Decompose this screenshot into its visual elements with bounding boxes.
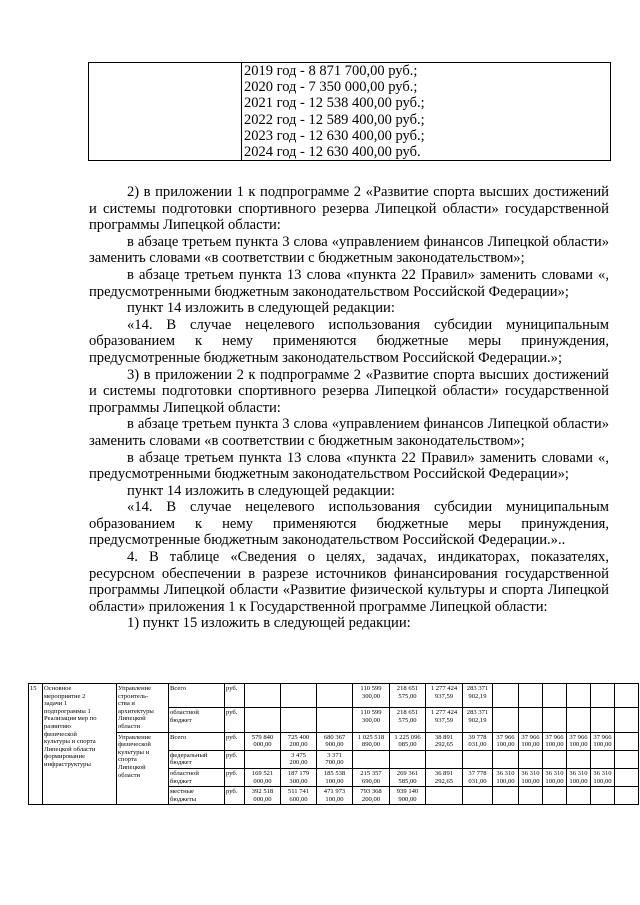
program-resources-table [28,683,639,805]
cell-text: Реализация мер по [44,715,97,723]
empty-cell [89,63,242,161]
value-cell [245,732,281,750]
value-cell [591,684,615,708]
value-cell [390,708,426,732]
cell-text: 085,00 [398,741,417,749]
value-cell [591,732,615,750]
cell-text: 300,00 [289,777,308,785]
paragraph: пункт 14 изложить в следующей редакции: [127,300,395,317]
cell-text: развитию [44,722,71,730]
value-cell [281,708,317,732]
paragraph: в абзаце третьем пункта 3 слова «управлением финансов Липецкой области» заменить словами «в соответствии с бюджетным законодательством»; [89,233,609,267]
value-cell [567,768,591,786]
cell-text: 700,00 [325,759,344,767]
cell-text: 100,00 [593,741,612,749]
cell-text: 218 651 [396,685,419,692]
value-cell [245,750,281,768]
value-cell [567,684,591,708]
value-cell [493,708,519,732]
cell-text: 300,00 [361,716,381,724]
amount-line: 2024 год - 12 630 400,00 руб. [244,144,421,161]
executor-cell [117,684,169,733]
value-cell [567,732,591,750]
value-cell [615,684,639,708]
cell-text: 937,59 [434,692,454,700]
value-cell [390,750,426,768]
cell-text: Управление [118,733,152,741]
value-cell [281,787,317,805]
cell-text: 890,00 [361,741,381,749]
cell-text: 690,00 [361,777,381,785]
cell-text: федеральный [170,751,208,759]
source-label-cell [169,768,225,786]
source-label-cell [169,732,225,750]
cell-text: областной [170,709,199,717]
cell-text: области [118,771,141,779]
value-cell [281,684,317,708]
cell-text: 36 310 [521,769,540,777]
value-cell [463,750,493,768]
cell-text: 100,00 [325,795,344,803]
unit-cell: руб. [225,768,245,786]
amount-line: 2021 год - 12 538 400,00 руб.; [244,95,425,112]
paragraph: в абзаце третьем пункта 3 слова «управлением финансов Липецкой области» заменить словами «в соответствии с бюджетным законодательством»; [89,416,609,449]
amount-line: 2020 год - 7 350 000,00 руб.; [244,79,418,96]
cell-text: 585,00 [398,777,417,785]
cell-text: инфраструктуры [44,760,91,768]
value-cell [353,708,390,732]
cell-text: 000,00 [253,777,272,785]
value-cell [426,787,463,805]
value-cell [353,732,390,750]
cell-text: 000,00 [253,741,272,749]
paragraph: пункт 14 изложить в следующей редакции: [127,482,395,499]
cell-text: 1 277 424 [430,709,458,717]
cell-text: местные [170,788,194,796]
cell-text: Управление [118,685,152,692]
cell-text: 1 025 518 [357,733,385,741]
event-name-cell [43,684,117,805]
amount-line: 2022 год - 12 589 400,00 руб.; [244,111,425,128]
cell-text: 100,00 [545,777,564,785]
cell-text: 200,00 [289,741,308,749]
cell-text: 100,00 [325,777,344,785]
cell-text: физической [118,741,151,749]
unit-cell: руб. [225,684,245,708]
value-cell [543,732,567,750]
value-cell [353,684,390,708]
cell-text: бюджет [170,759,192,767]
cell-text: 3 475 [291,751,306,759]
value-cell [317,708,353,732]
unit-cell: руб. [225,750,245,768]
value-cell [390,768,426,786]
cell-text: 39 778 [468,733,487,741]
value-cell [519,708,543,732]
value-cell [519,750,543,768]
cell-text: 575,00 [398,716,417,724]
cell-text: мероприятие 2 [44,692,86,700]
value-cell [317,750,353,768]
cell-text: 100,00 [496,741,515,749]
value-cell [463,732,493,750]
value-cell [567,708,591,732]
value-cell [543,708,567,732]
cell-text: 200,00 [361,795,381,803]
value-cell [543,750,567,768]
cell-text: 36 891 [434,769,454,777]
value-cell [591,708,615,732]
cell-text: 100,00 [496,777,515,785]
cell-text: 36 310 [593,769,612,777]
cell-text: 292,65 [434,777,454,785]
cell-text: 725 400 [287,733,310,741]
value-cell [245,708,281,732]
cell-text: бюджеты [170,795,197,803]
cell-text: 283 371 [466,709,489,717]
value-cell [463,708,493,732]
value-cell [281,750,317,768]
value-cell [591,787,615,805]
cell-text: 031,00 [468,741,487,749]
cell-text: бюджет [170,716,192,724]
cell-text: 579 840 [251,733,274,741]
cell-text: 110 599 [360,685,382,692]
cell-text: 471 973 [323,788,346,796]
cell-text: 283 371 [466,685,489,692]
cell-text: 215 357 [360,769,382,777]
funding-summary-table [88,62,611,161]
cell-text: спорта [118,756,137,764]
cell-text: 300,00 [361,692,381,700]
value-cell [317,732,353,750]
cell-text: 900,00 [398,795,417,803]
value-cell [493,768,519,786]
cell-text: 200,00 [289,759,308,767]
paragraph: «14. В случае нецелевого использования субсидии муниципальным образованием к нему применяются бюджетные меры принуждения, предусмотренные бюджетным законодательством Российской Федерации.».. [89,499,609,549]
value-cell [317,768,353,786]
unit-cell: руб. [225,787,245,805]
cell-text: Основное [44,685,72,692]
value-cell [543,684,567,708]
cell-text: 36 310 [496,769,515,777]
cell-text: 392 518 [251,788,274,796]
cell-text: задачи 1 [44,700,68,708]
amount-line: 2023 год - 12 630 400,00 руб.; [244,127,425,144]
cell-text: бюджет [170,777,192,785]
value-cell [353,750,390,768]
cell-text: 900,00 [325,741,344,749]
cell-text: 511 741 [287,788,310,796]
source-label-cell [169,787,225,805]
cell-text: 218 651 [396,709,419,717]
value-cell [426,750,463,768]
value-cell [567,750,591,768]
value-cell [390,787,426,805]
value-cell [591,768,615,786]
cell-text: 902,19 [468,716,487,724]
value-cell [615,732,639,750]
cell-text: 169 521 [251,769,274,777]
cell-text: 36 310 [545,769,564,777]
value-cell [493,732,519,750]
cell-text: 902,19 [468,692,487,700]
cell-text: культуры и [118,748,150,756]
cell-text: Всего [170,685,187,692]
document-body [89,184,609,632]
cell-text: 100,00 [545,741,564,749]
cell-text: 031,00 [468,777,487,785]
cell-text: 100,00 [569,741,588,749]
value-cell [591,750,615,768]
cell-text: подпрограммы 1 [44,707,91,715]
cell-text: 37 966 [521,733,540,741]
row-number-cell: 15 [29,684,43,805]
value-cell [245,768,281,786]
amount-line: 2019 год - 8 871 700,00 руб.; [244,63,418,79]
value-cell [426,684,463,708]
source-label-cell [169,750,225,768]
cell-text: культуры и спорта [44,738,96,746]
cell-text: 292,65 [434,741,454,749]
cell-text: 680 367 [323,733,346,741]
annual-amounts-cell [242,63,611,161]
value-cell [519,684,543,708]
cell-text: 37 966 [545,733,564,741]
source-label-cell [169,708,225,732]
value-cell [463,787,493,805]
cell-text: 1 225 096 [394,733,421,741]
cell-text: Липецкой области [44,745,96,753]
table-row [29,684,639,708]
cell-text: Липецкой [118,763,146,771]
cell-text: 937,59 [434,716,454,724]
paragraph: 3) в приложении 2 к подпрограмме 2 «Развитие спорта высших достижений и системы подготовки спортивного резерва Липецкой области» государственной программы Липецкой области: [89,366,609,416]
value-cell [543,768,567,786]
cell-text: Всего [170,733,187,741]
cell-text: 1 277 424 [430,685,458,692]
cell-text: 793 368 [360,788,382,796]
value-cell [543,787,567,805]
paragraph: в абзаце третьем пункта 13 слова «пункта 22 Правил» заменить словами «, предусмотренными бюджетным законодательством Российской Федерации»; [89,266,609,300]
value-cell [519,768,543,786]
value-cell [493,787,519,805]
value-cell [245,684,281,708]
executor-cell [117,732,169,805]
table-row [89,63,611,161]
value-cell [463,684,493,708]
unit-cell: руб. [225,708,245,732]
cell-text: области [118,722,141,730]
unit-cell: руб. [225,732,245,750]
value-cell [245,787,281,805]
table-row [29,732,639,750]
value-cell [390,732,426,750]
paragraph: 1) пункт 15 изложить в следующей редакции: [127,615,411,632]
value-cell [519,732,543,750]
value-cell [463,768,493,786]
paragraph: «14. В случае нецелевого использования субсидии муниципальным образованием к нему применяются бюджетные меры принуждения, предусмотренные бюджетным законодательством Российской Федерации.»; [89,316,609,366]
value-cell [615,768,639,786]
cell-text: Липецкой [118,715,146,723]
value-cell [493,684,519,708]
cell-text: архитектуры [118,707,154,715]
cell-text: 100,00 [521,741,540,749]
cell-text: 38 891 [434,733,454,741]
value-cell [390,684,426,708]
value-cell [493,750,519,768]
value-cell [519,787,543,805]
value-cell [353,768,390,786]
cell-text: 37 966 [569,733,588,741]
value-cell [353,787,390,805]
cell-text: формирование [44,753,85,761]
cell-text: 100,00 [593,777,612,785]
cell-text: 37 966 [593,733,612,741]
cell-text: 269 361 [396,769,419,777]
cell-text: 939 140 [396,788,419,796]
cell-text: 36 310 [569,769,588,777]
cell-text: 110 599 [360,709,382,717]
value-cell [615,787,639,805]
value-cell [281,732,317,750]
cell-text: 3 371 [327,751,342,759]
cell-text: 575,00 [398,692,417,700]
value-cell [615,750,639,768]
value-cell [317,684,353,708]
paragraph: 4. В таблице «Сведения о целях, задачах, индикаторах, показателях, ресурсном обеспечении в разрезе источников финансирования государственной программы Липецкой области «Развитие физической культуры и спорта Липецкой области» приложения 1 к Государственной программе Липецкой области: [89,549,609,615]
cell-text: 37 778 [468,769,487,777]
value-cell [567,787,591,805]
cell-text: 185 538 [323,769,346,777]
cell-text: 37 966 [496,733,515,741]
cell-text: строитель- [118,692,149,700]
cell-text: 100,00 [521,777,540,785]
source-label-cell [169,684,225,708]
cell-text: 100,00 [569,777,588,785]
value-cell [426,732,463,750]
value-cell [281,768,317,786]
cell-text: 187 179 [287,769,310,777]
value-cell [426,768,463,786]
cell-text: 000,00 [253,795,272,803]
value-cell [426,708,463,732]
cell-text: физической [44,730,77,738]
value-cell [317,787,353,805]
cell-text: 600,00 [289,795,308,803]
cell-text: областной [170,769,199,777]
paragraph: в абзаце третьем пункта 13 слова «пункта 22 Правил» заменить словами «, предусмотренными бюджетным законодательством Российской Федерации»; [89,449,609,483]
cell-text: ства и [118,700,135,708]
value-cell [615,708,639,732]
paragraph: 2) в приложении 1 к подпрограмме 2 «Развитие спорта высших достижений и системы подготовки спортивного резерва Липецкой области» государственной программы Липецкой области: [89,184,609,234]
